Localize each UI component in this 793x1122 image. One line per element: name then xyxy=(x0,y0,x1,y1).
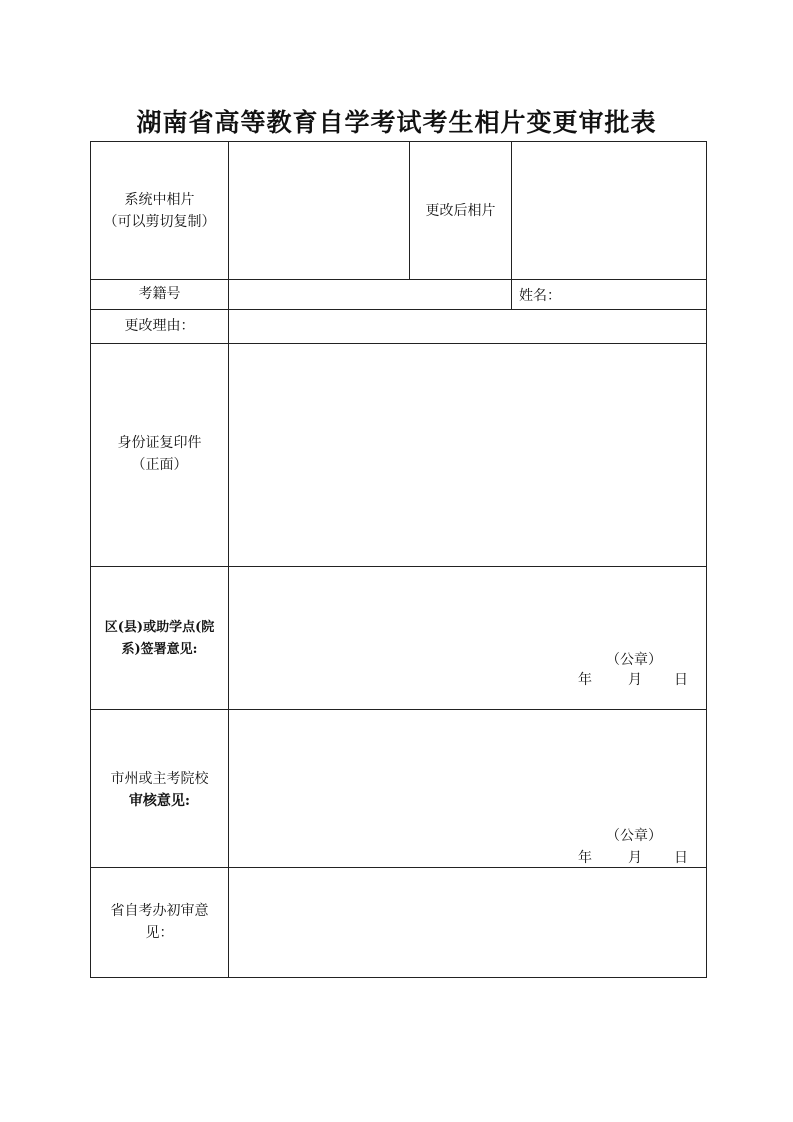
province-opinion-label-line2: 见： xyxy=(145,925,174,941)
id-copy-label-line2: （正面） xyxy=(131,457,188,473)
city-year-label: 年 xyxy=(578,850,592,866)
district-opinion-label-line1: 区(县)或助学点(院 xyxy=(104,620,215,635)
system-photo-label xyxy=(91,189,228,233)
province-opinion-label xyxy=(91,900,228,944)
exam-number-label: 考籍号 xyxy=(138,286,181,302)
city-month-label: 月 xyxy=(628,850,642,866)
province-opinion-label-line1: 省自考办初审意 xyxy=(110,903,209,919)
new-photo-label: 更改后相片 xyxy=(425,203,496,219)
name-label: 姓名： xyxy=(519,288,561,304)
reason-field[interactable] xyxy=(229,310,706,343)
system-photo-label-line1: 系统中相片 xyxy=(124,192,195,208)
district-opinion-label xyxy=(91,617,228,661)
city-seal-text: （公章） xyxy=(606,828,662,844)
system-photo-label-line2: （可以剪切复制） xyxy=(103,214,216,230)
city-opinion-label xyxy=(91,768,228,812)
district-seal-text: （公章） xyxy=(606,652,662,668)
reason-label: 更改理由： xyxy=(124,318,195,334)
new-photo-box[interactable] xyxy=(512,142,706,279)
city-opinion-label-line1: 市州或主考院校 xyxy=(110,771,209,787)
system-photo-box[interactable] xyxy=(229,142,409,279)
id-copy-label xyxy=(91,432,228,476)
row-divider-city xyxy=(91,867,706,868)
id-copy-area[interactable] xyxy=(229,344,706,566)
district-month-label: 月 xyxy=(628,672,642,688)
id-copy-label-line1: 身份证复印件 xyxy=(117,435,202,451)
row-divider-id-copy xyxy=(91,566,706,567)
district-opinion-label-line2: 系)签署意见: xyxy=(121,642,198,657)
exam-number-field[interactable] xyxy=(229,280,511,309)
district-year-label: 年 xyxy=(578,672,592,688)
row-divider-district xyxy=(91,709,706,710)
city-day-label: 日 xyxy=(674,850,688,866)
approval-form-table xyxy=(90,141,707,978)
form-title: 湖南省高等教育自学考试考生相片变更审批表 xyxy=(136,108,657,137)
district-day-label: 日 xyxy=(674,672,688,688)
city-opinion-label-line2: 审核意见: xyxy=(128,793,191,809)
